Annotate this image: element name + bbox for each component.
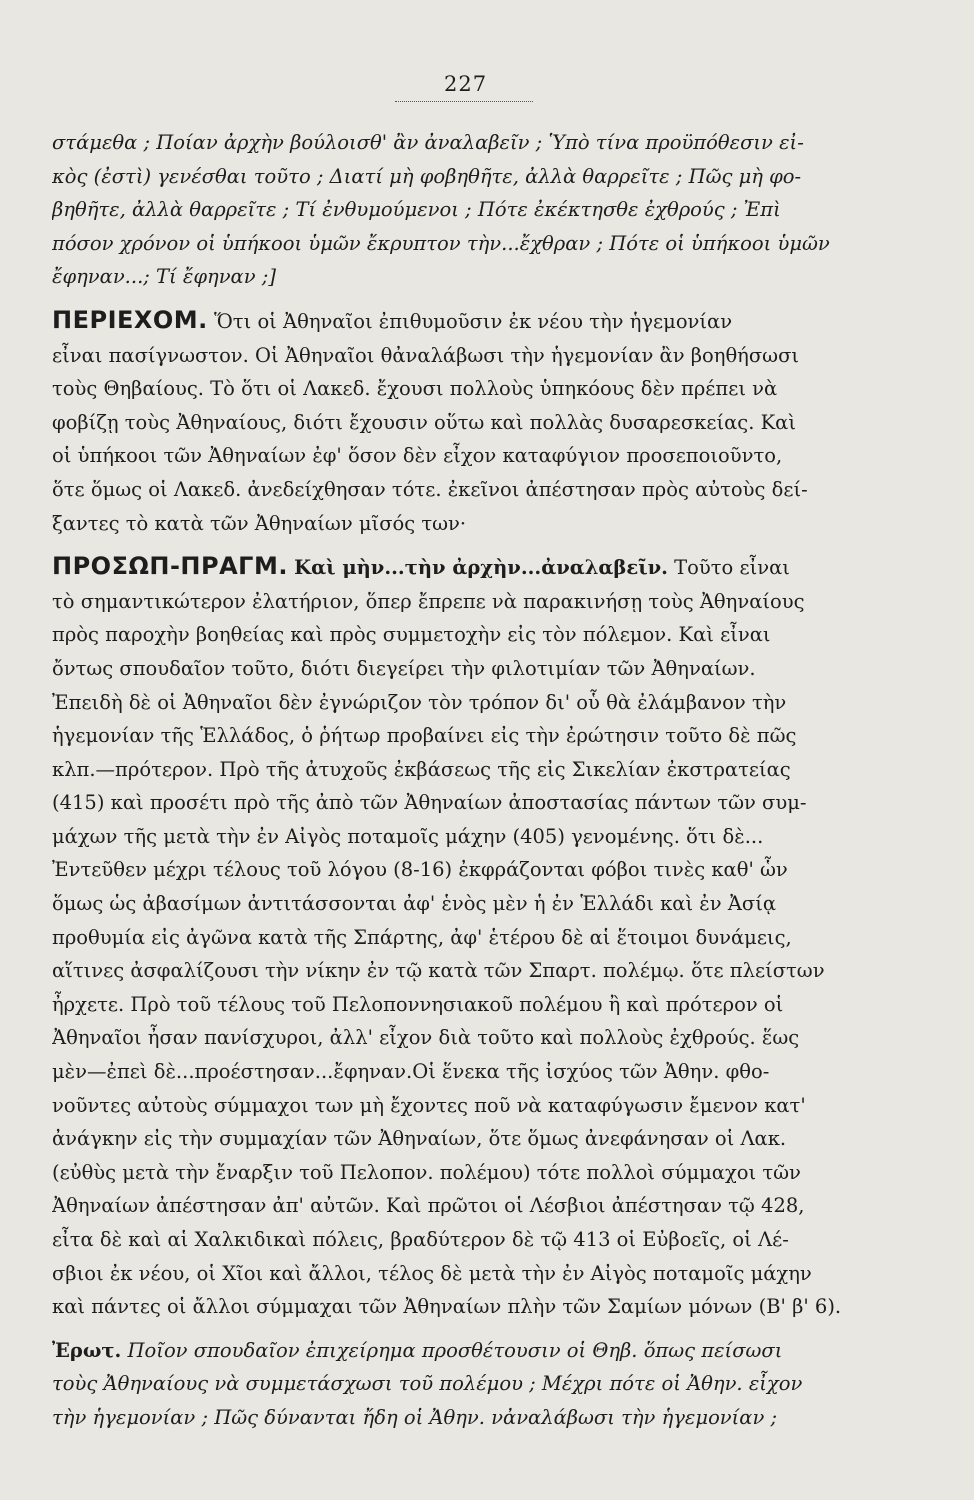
text-line: στάμεθα ; Ποίαν ἀρχὴν βούλοισθ' ἂν ἀναλαβεῖν ; Ὑπὸ τίνα προϋπόθεσιν εἰ- xyxy=(52,131,804,154)
questions-paragraph xyxy=(52,126,864,294)
text-line: ὄντως σπουδαῖον τοῦτο, διότι διεγείρει τὴν φιλοτιμίαν τῶν Ἀθηναίων. xyxy=(52,656,756,680)
page-number: 227 xyxy=(444,72,488,96)
text-line: τὴν ἡγεμονίαν ; Πῶς δύνανται ἤδη οἱ Ἀθην. νἀναλάβωσι τὴν ἡγεμονίαν ; xyxy=(52,1405,778,1429)
text-line: τοὺς Θηβαίους. Τὸ ὅτι οἱ Λακεδ. ἔχουσι πολλοὺς ὑπηκόους δὲν πρέπει νὰ xyxy=(52,377,778,401)
text-line: ἔφηναν...; Τί ἔφηναν ;] xyxy=(52,265,276,289)
page-text xyxy=(52,126,864,1435)
text-line: ἀνάγκην εἰς τὴν συμμαχίαν τῶν Ἀθηναίων, ὅτε ὅμως ἀνεφάνησαν οἱ Λακ. xyxy=(52,1127,787,1151)
section-heading-periexom: ΠΕΡΙΕΧΟΜ. xyxy=(52,305,208,334)
text-line: (415) καὶ προσέτι πρὸ τῆς ἀπὸ τῶν Ἀθηναίων ἀποστασίας πάντων τῶν συμ- xyxy=(52,791,807,815)
text-line: αἵτινες ἀσφαλίζουσι τὴν νίκην ἐν τῷ κατὰ τῶν Σπαρτ. πολέμῳ. ὅτε πλείστων xyxy=(52,959,825,983)
erot-paragraph xyxy=(52,1334,864,1435)
text-line xyxy=(52,1334,864,1368)
text-line: βηθῆτε, ἀλλὰ θαρρεῖτε ; Τί ἐνθυμούμενοι ; Πότε ἐκέκτησθε ἐχθρούς ; Ἐπὶ xyxy=(52,198,781,222)
text-line xyxy=(52,550,864,585)
text-line: πόσον χρόνον οἱ ὑπήκοοι ὑμῶν ἔκρυπτον τὴν...ἔχθραν ; Πότε οἱ ὑπήκοοι ὑμῶν xyxy=(52,231,830,255)
text-line: κὸς (ἐστὶ) γενέσθαι τοῦτο ; Διατί μὴ φοβηθῆτε, ἀλλὰ θαρρεῖτε ; Πῶς μὴ φο- xyxy=(52,164,802,188)
prosop-pragm-paragraph xyxy=(52,550,864,1324)
periexom-paragraph xyxy=(52,304,864,540)
text-line: (εὐθὺς μετὰ τὴν ἔναρξιν τοῦ Πελοπον. πολέμου) τότε πολλοὶ σύμμαχοι τῶν xyxy=(52,1160,801,1184)
header-rule xyxy=(395,101,533,102)
text-line: σβιοι ἐκ νέου, οἱ Χῖοι καὶ ἄλλοι, τέλος δὲ μετὰ τὴν ἐν Αἰγὸς ποταμοῖς μάχην xyxy=(52,1261,812,1285)
text-line: Ἀθηναίων ἀπέστησαν ἀπ' αὐτῶν. Καὶ πρῶτοι οἱ Λέσβιοι ἀπέστησαν τῷ 428, xyxy=(52,1194,805,1218)
text-line: μὲν—ἐπεὶ δὲ...προέστησαν...ἔφηναν.Οἱ ἕνεκα τῆς ἰσχύος τῶν Ἀθην. φθο- xyxy=(52,1060,770,1084)
text-line: ξαντες τὸ κατὰ τῶν Ἀθηναίων μῖσός των· xyxy=(52,511,467,535)
text-line: φοβίζῃ τοὺς Ἀθηναίους, διότι ἔχουσιν οὕτω καὶ πολλὰς δυσαρεσκείας. Καὶ xyxy=(52,410,796,434)
text-line: Ἐπειδὴ δὲ οἱ Ἀθηναῖοι δὲν ἐγνώριζον τὸν τρόπον δι' οὗ θὰ ἐλάμβανον τὴν xyxy=(52,690,787,714)
text-line: κλπ.—πρότερον. Πρὸ τῆς ἀτυχοῦς ἐκβάσεως τῆς εἰς Σικελίαν ἐκστρατείας xyxy=(52,757,791,781)
text-line: καὶ πάντες οἱ ἄλλοι σύμμαχαι τῶν Ἀθηναίων πλὴν τῶν Σαμίων μόνων (Β' β' 6). xyxy=(52,1295,842,1319)
text-span: Τοῦτο εἶναι xyxy=(674,556,790,580)
lemma-bold: Καὶ μὴν...τὴν ἀρχὴν...ἀναλαβεῖν. xyxy=(294,556,668,580)
text-line: ὅτε ὅμως οἱ Λακεδ. ἀνεδείχθησαν τότε. ἐκεῖνοι ἀπέστησαν πρὸς αὐτοὺς δεί- xyxy=(52,477,808,501)
text-line: τοὺς Ἀθηναίους νὰ συμμετάσχωσι τοῦ πολέμου ; Μέχρι πότε οἱ Ἀθην. εἶχον xyxy=(52,1372,803,1396)
text-line: νοῦντες αὐτοὺς σύμμαχοι των μὴ ἔχοντες ποῦ νὰ καταφύγωσιν ἔμενον κατ' xyxy=(52,1093,806,1117)
text-line: ὅμως ὡς ἀβασίμων ἀντιτάσσονται ἀφ' ἑνὸς μὲν ἡ ἐν Ἑλλάδι καὶ ἐν Ἀσίᾳ xyxy=(52,892,777,916)
text-line: πρὸς παροχὴν βοηθείας καὶ πρὸς συμμετοχὴν εἰς τὸν πόλεμον. Καὶ εἶναι xyxy=(52,623,771,647)
text-line: ἡγεμονίαν τῆς Ἑλλάδος, ὁ ῥήτωρ προβαίνει εἰς τὴν ἐρώτησιν τοῦτο δὲ πῶς xyxy=(52,724,797,748)
text-line: προθυμία εἰς ἀγῶνα κατὰ τῆς Σπάρτης, ἀφ' ἑτέρου δὲ αἱ ἕτοιμοι δυνάμεις, xyxy=(52,925,792,949)
section-heading-erot: Ἐρωτ. xyxy=(52,1338,122,1362)
text-line: εἶτα δὲ καὶ αἱ Χαλκιδικαὶ πόλεις, βραδύτερον δὲ τῷ 413 οἱ Εὐβοεῖς, οἱ Λέ- xyxy=(52,1228,789,1251)
text-span: Ὅτι οἱ Ἀθηναῖοι ἐπιθυμοῦσιν ἐκ νέου τὴν ἡγεμονίαν xyxy=(214,309,733,333)
text-line: Ἐντεῦθεν μέχρι τέλους τοῦ λόγου (8-16) ἐκφράζονται φόβοι τινὲς καθ' ὧν xyxy=(52,858,788,882)
text-span: Ποῖον σπουδαῖον ἐπιχείρημα προσθέτουσιν οἱ Θηβ. ὅπως πείσωσι xyxy=(127,1338,783,1362)
text-line: οἱ ὑπήκοοι τῶν Ἀθηναίων ἐφ' ὅσον δὲν εἶχον καταφύγιον προσεποιοῦντο, xyxy=(52,444,783,468)
text-line: ἦρχετε. Πρὸ τοῦ τέλους τοῦ Πελοποννησιακοῦ πολέμου ἢ καὶ πρότερον οἱ xyxy=(52,992,784,1016)
section-heading-prosop-pragm: ΠΡΟΣΩΠ-ΠΡΑΓΜ. xyxy=(52,552,288,581)
text-line: εἶναι πασίγνωστον. Οἱ Ἀθηναῖοι θἀναλάβωσι τὴν ἡγεμονίαν ἂν βοηθήσωσι xyxy=(52,343,800,367)
text-line: μάχων τῆς μετὰ τὴν ἐν Αἰγὸς ποταμοῖς μάχην (405) γενομένης. ὅτι δὲ... xyxy=(52,824,764,848)
text-line: Ἀθηναῖοι ἦσαν πανίσχυροι, ἀλλ' εἶχον διὰ τοῦτο καὶ πολλοὺς ἐχθρούς. ἕως xyxy=(52,1026,800,1050)
text-line xyxy=(52,304,864,339)
text-line: τὸ σημαντικώτερον ἐλατήριον, ὅπερ ἔπρεπε νὰ παρακινήσῃ τοὺς Ἀθηναίους xyxy=(52,589,805,613)
